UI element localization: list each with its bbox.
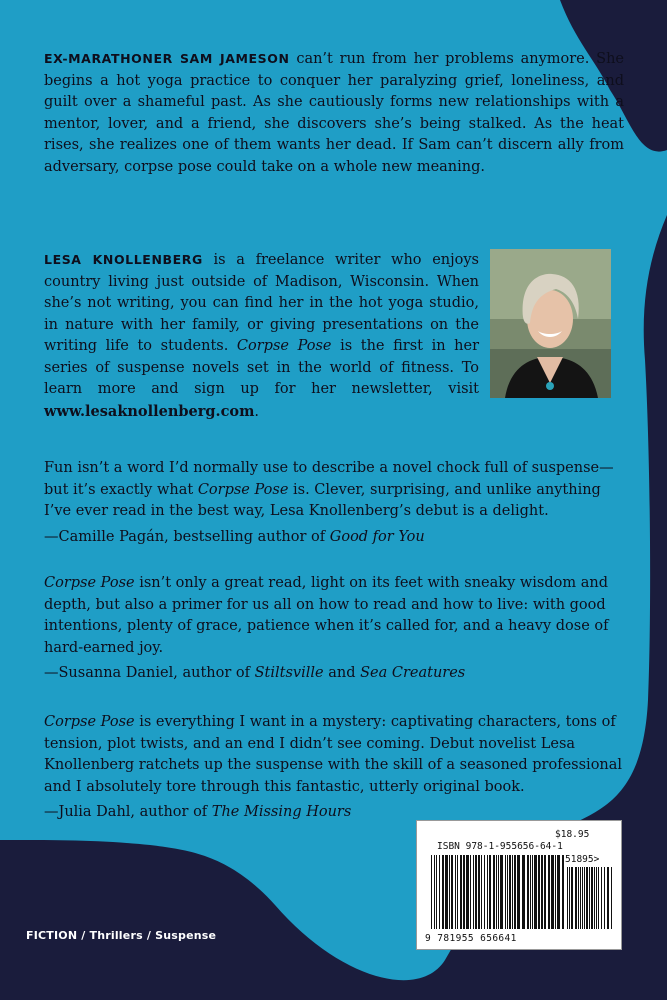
attribution-work: The Missing Hours [211,804,352,820]
attribution-text: —Camille Pagán, bestselling author of [44,528,330,545]
attribution-work: Good for You [329,528,425,545]
author-name: LESA KNOLLENBERG [44,252,203,267]
barcode-addon-number: 51895> [565,854,600,865]
quote-book-title: Corpse Pose [197,481,289,498]
quote-text [44,573,629,659]
quote-post: is everything I want in a mystery: captivating characters, tons of tension, plot twists, and an end I didn’t see coming. Debut novelist Lesa Knollenberg ratchets up the suspense with the skill of a seasoned professional and I absolutely tore through this fantastic, utterly original book. [44,714,623,795]
attribution-mid: and [323,665,361,681]
bio-text-2: is the first in her series of suspense novels set in the world of fitness. To learn more and sign up for her newsletter, visit [44,338,479,397]
bio-book-title: Corpse Pose [236,338,332,354]
quote-attribution [44,527,629,549]
isbn-barcode [416,820,622,950]
quote-book-title: Corpse Pose [44,714,135,730]
barcode-bars [417,821,621,949]
quote-text [44,458,629,523]
genre-category: FICTION / Thrillers / Suspense [26,929,217,942]
review-quote-1 [44,458,629,548]
review-quote-2 [44,573,629,685]
review-quote-3 [44,712,629,824]
barcode-isbn: ISBN 978-1-955656-64-1 [437,841,563,852]
quote-pre: Fun isn’t a word I’d normally use to describe a novel chock full of suspense—but it’s exactly what [44,460,614,498]
quote-post: is. Clever, surprising, and unlike anything I’ve ever read in the best way, Lesa Knollenberg’s debut is a delight. [44,481,601,519]
attribution-work: Stiltsville [254,665,324,681]
attribution-work-2: Sea Creatures [360,665,466,681]
quote-text [44,712,629,798]
book-blurb [44,48,624,178]
author-photo [490,249,611,398]
attribution-text: —Susanna Daniel, author of [44,665,255,681]
bio-text-1: is a freelance writer who enjoys country living just outside of Madison, Wisconsin. When she’s not writing, you can find her in the hot yoga studio, in nature with her family, or giving presentations on the writing life to students. [44,252,479,354]
quote-book-title: Corpse Pose [44,575,135,591]
barcode-price: $18.95 [555,829,590,840]
attribution-text: —Julia Dahl, author of [44,804,212,820]
quote-post: isn’t only a great read, light on its feet with sneaky wisdom and depth, but also a primer for us all on how to read and how to live: with good intentions, plenty of grace, patience when it’s called for, and a heavy dose of hard-earned joy. [44,575,609,656]
bio-end: . [254,403,260,420]
blurb-lead: EX-MARATHONER SAM JAMESON [44,51,290,66]
barcode-ean-number: 9 781955 656641 [425,933,517,944]
blurb-text: can’t run from her problems anymore. She begins a hot yoga practice to conquer her paralyzing grief, loneliness, and guilt over a shameful past. As she cautiously forms new relationships with a mentor, lover, and a friend, she discovers she’s being stalked. As the heat rises, she realizes one of them wants her dead. If Sam can’t discern ally from adversary, corpse pose could take on a whole new meaning. [44,51,624,175]
quote-attribution [44,663,629,685]
author-website-link[interactable]: www.lesaknollenberg.com [44,402,255,420]
author-bio [44,249,479,423]
